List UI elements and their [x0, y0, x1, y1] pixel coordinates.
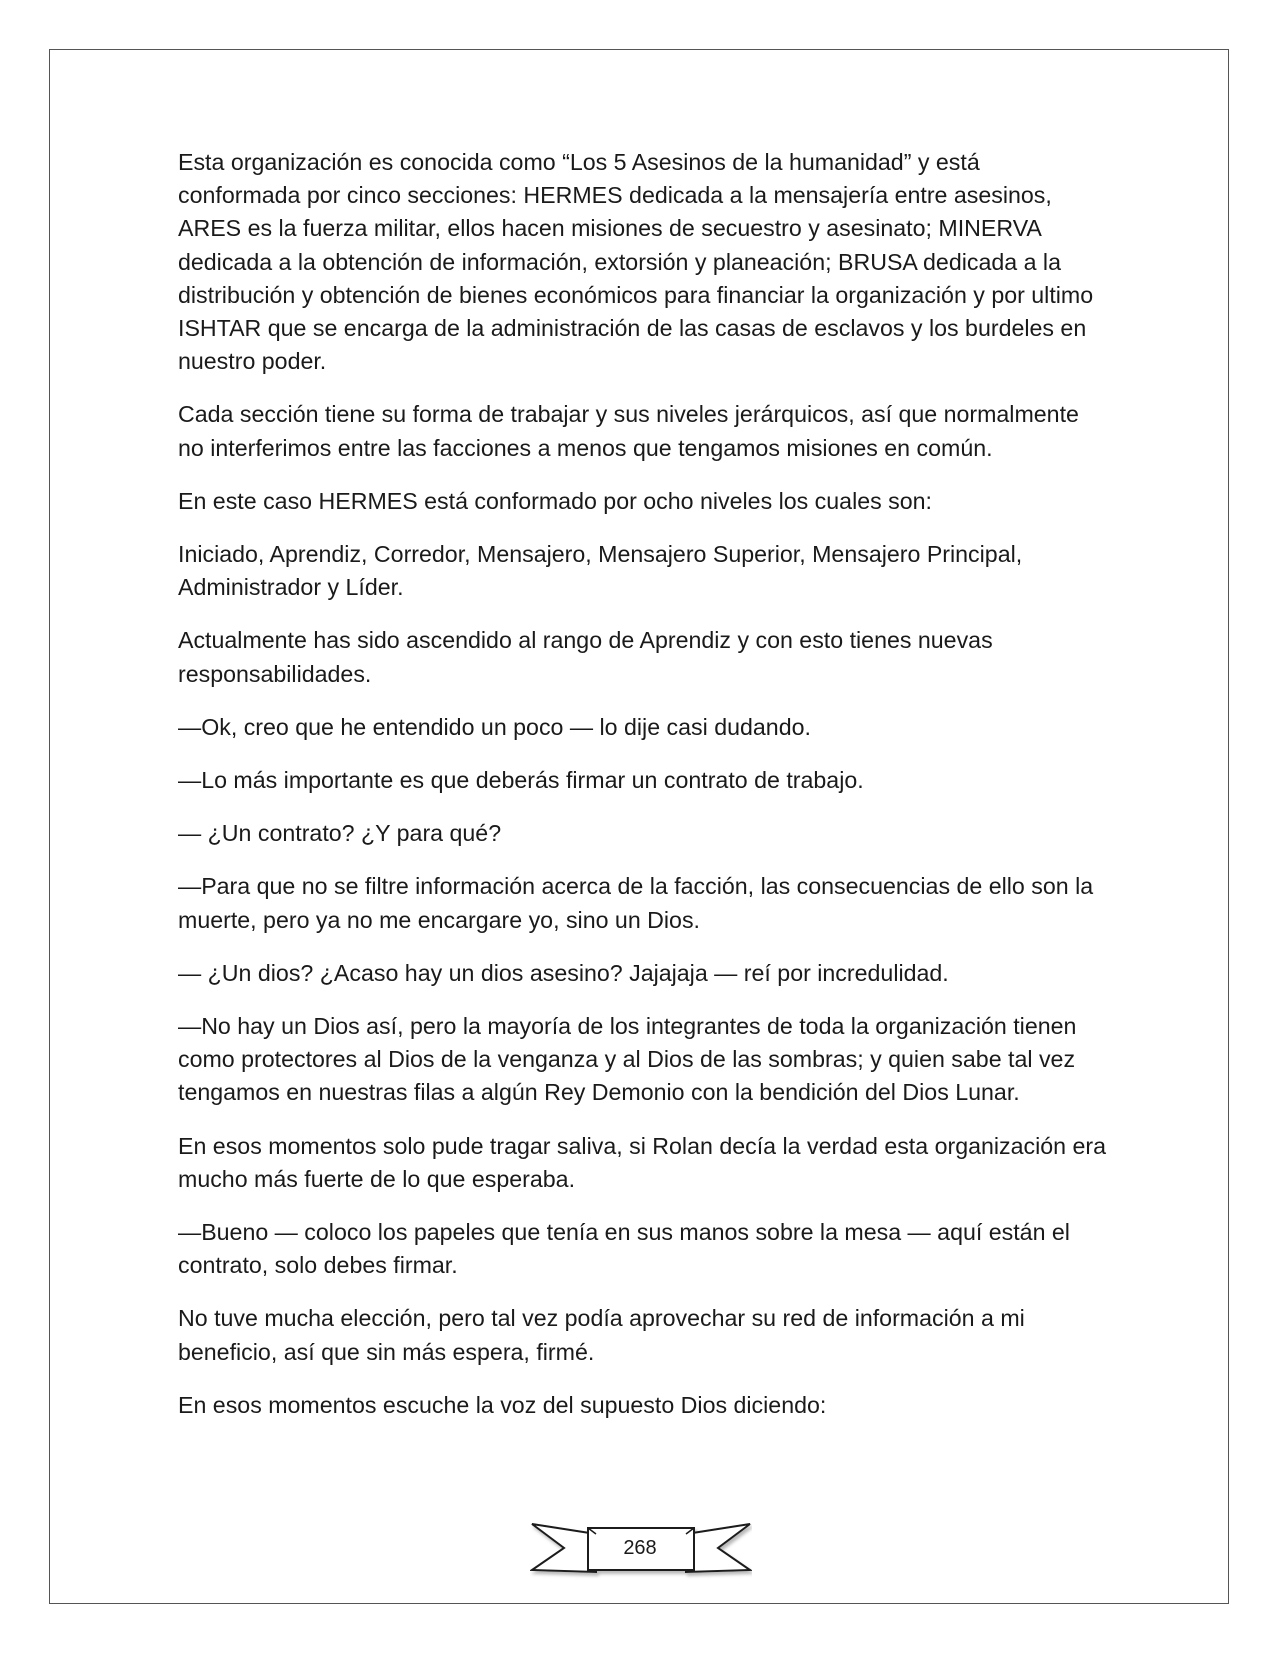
paragraph: — ¿Un contrato? ¿Y para qué?: [178, 820, 502, 847]
page-footer: [530, 1520, 752, 1582]
paragraph: — ¿Un dios? ¿Acaso hay un dios asesino? Jajajaja — reí por incredulidad.: [178, 959, 949, 986]
paragraph: No tuve mucha elección, pero tal vez podía aprovechar su red de información a mi beneficio, así que sin más espera, firmé.: [178, 1305, 1025, 1365]
paragraph: —No hay un Dios así, pero la mayoría de los integrantes de toda la organización tienen como protectores al Dios de la venganza y al Dios de las sombras; y quien sabe tal vez tengamos en nuestras filas a algún Rey Demonio con la bendición del Dios Lunar.: [178, 1013, 1077, 1106]
paragraph: —Ok, creo que he entendido un poco — lo dije casi dudando.: [178, 713, 811, 740]
paragraph: —Para que no se filtre información acerca de la facción, las consecuencias de ello son la muerte, pero ya no me encargare yo, sino un Dios.: [178, 873, 1094, 933]
paragraph: Esta organización es conocida como “Los 5 Asesinos de la humanidad” y está conformada por cinco secciones: HERMES dedicada a la mensajería entre asesinos, ARES es la fuerza militar, ellos hacen misiones de secuestro y asesinato; MINERVA dedicada a la obtención de información, extorsión y planeación; BRUSA dedicada a la distribución y obtención de bienes económicos para financiar la organización y por ultimo ISHTAR que se encarga de la administración de las casas de esclavos y los burdeles en nuestro poder.: [178, 149, 1094, 375]
paragraph: Cada sección tiene su forma de trabajar y sus niveles jerárquicos, así que normalmente no interferimos entre las facciones a menos que tengamos misiones en común.: [178, 401, 1079, 461]
body-text: [178, 146, 1108, 1442]
paragraph: —Bueno — coloco los papeles que tenía en sus manos sobre la mesa — aquí están el contrato, solo debes firmar.: [178, 1219, 1070, 1279]
page-number: 268: [623, 1537, 657, 1559]
paragraph: Actualmente has sido ascendido al rango de Aprendiz y con esto tienes nuevas responsabilidades.: [178, 627, 993, 687]
paragraph: —Lo más importante es que deberás firmar un contrato de trabajo.: [178, 767, 864, 794]
paragraph: En esos momentos solo pude tragar saliva, si Rolan decía la verdad esta organización era mucho más fuerte de lo que esperaba.: [178, 1132, 1107, 1192]
paragraph: Iniciado, Aprendiz, Corredor, Mensajero, Mensajero Superior, Mensajero Principal, Administrador y Líder.: [178, 541, 1023, 601]
paragraph: En este caso HERMES está conformado por ocho niveles los cuales son:: [178, 487, 932, 514]
paragraph: En esos momentos escuche la voz del supuesto Dios diciendo:: [178, 1391, 827, 1418]
